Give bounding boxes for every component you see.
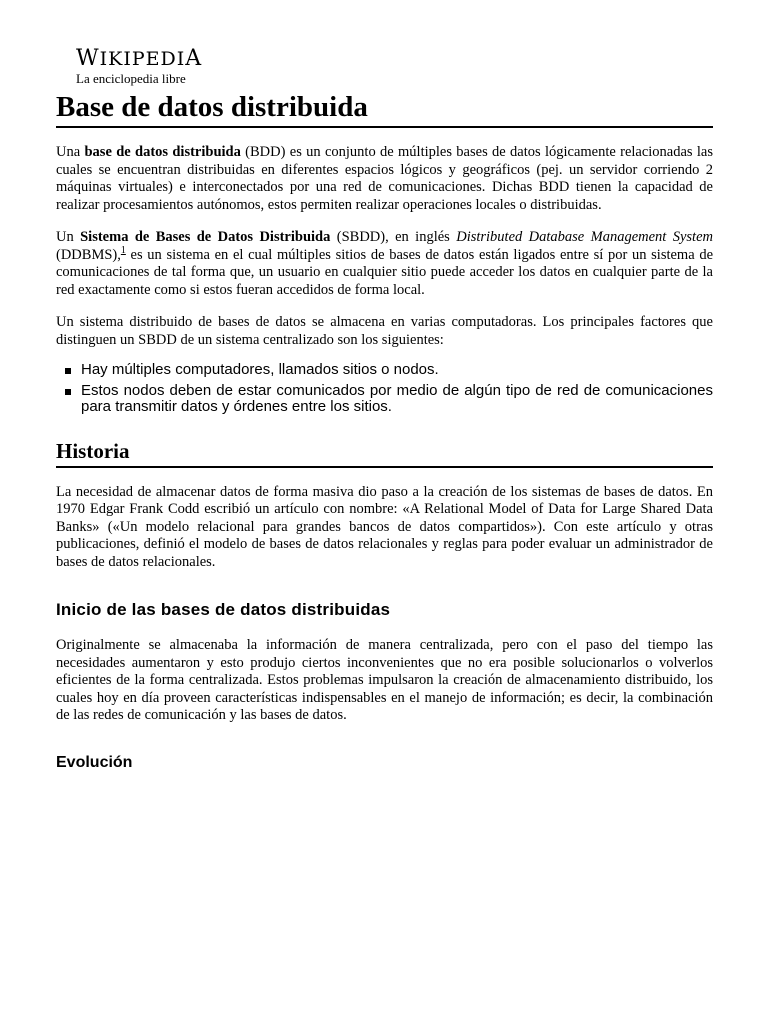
bullet-square-icon (65, 368, 71, 374)
list-item: Hay múltiples computadores, llamados sitios o nodos. (56, 362, 713, 379)
subsection-heading-inicio: Inicio de las bases de datos distribuidas (56, 600, 391, 619)
historia-paragraph: La necesidad de almacenar datos de forma masiva dio paso a la creación de los sistemas de bases de datos. En 1970 Edgar Frank Codd escribió un artículo con nombre: «A Relational Model of Data for Large Shared Data Banks» («Un modelo relacional para grandes bancos de datos compartidos»). Con este artículo y otras publicaciones, definió el modelo de bases de datos relacionales y reglas para poder evaluar un administrador de bases de datos relacionales. (56, 483, 713, 570)
factors-list (56, 362, 713, 416)
list-item: Estos nodos deben de estar comunicados por medio de algún tipo de red de comunicaciones para transmitir datos y órdenes entre los sitios. (56, 383, 713, 416)
article-page (56, 48, 713, 773)
wikipedia-logo[interactable] (76, 48, 713, 85)
section-heading-historia: Historia (56, 438, 713, 468)
wikipedia-tagline: La enciclopedia libre (76, 71, 186, 86)
wikipedia-wordmark: WIKIPEDIA (76, 46, 203, 71)
page-title: Base de datos distribuida (56, 90, 713, 128)
reference-link-1[interactable]: 1 (120, 244, 126, 256)
inicio-paragraph: Originalmente se almacenaba la información de manera centralizada, pero con el paso del tiempo las necesidades aumentaron y esto produjo ciertos inconvenientes que no era posible solucionarlos o volverlos eficientes de la forma centralizada. Estos problemas impulsaron la creación de almacenamiento distribuido, los cuales hoy en día proveen características indispensables en el manejo de información; es decir, la combinación de las redes de comunicación y las bases de datos. (56, 637, 713, 723)
intro-paragraph-1: Una base de datos distribuida (BDD) es un conjunto de múltiples bases de datos lógicamente relacionadas las cuales se encuentran distribuidas en diferentes espacios lógicos y geográficos (pej. un servidor corriendo 2 máquinas virtuales) e interconectados por una red de comunicaciones. Dichas BDD tienen la capacidad de realizar procesamientos autónomos, estos permiten realizar operaciones locales o distribuidas. (56, 144, 713, 213)
bullet-square-icon (65, 389, 71, 395)
intro-paragraph-3: Un sistema distribuido de bases de datos se almacena en varias computadoras. Los principales factores que distinguen un SBDD de un sistema centralizado son los siguientes: (56, 314, 713, 348)
subsection-heading-evolucion: Evolución (56, 753, 133, 771)
intro-paragraph-2: Un Sistema de Bases de Datos Distribuida (SBDD), en inglés Distributed Database Management System (DDBMS),$^1$ es un sistema en el cual múltiples sitios de bases de datos están ligados entre sí por un sistema de comunicaciones de tal forma que, un usuario en cualquier sitio puede acceder los datos en cualquier parte de la red exactamente como si estos fueran accedidos de forma local. (56, 229, 713, 298)
